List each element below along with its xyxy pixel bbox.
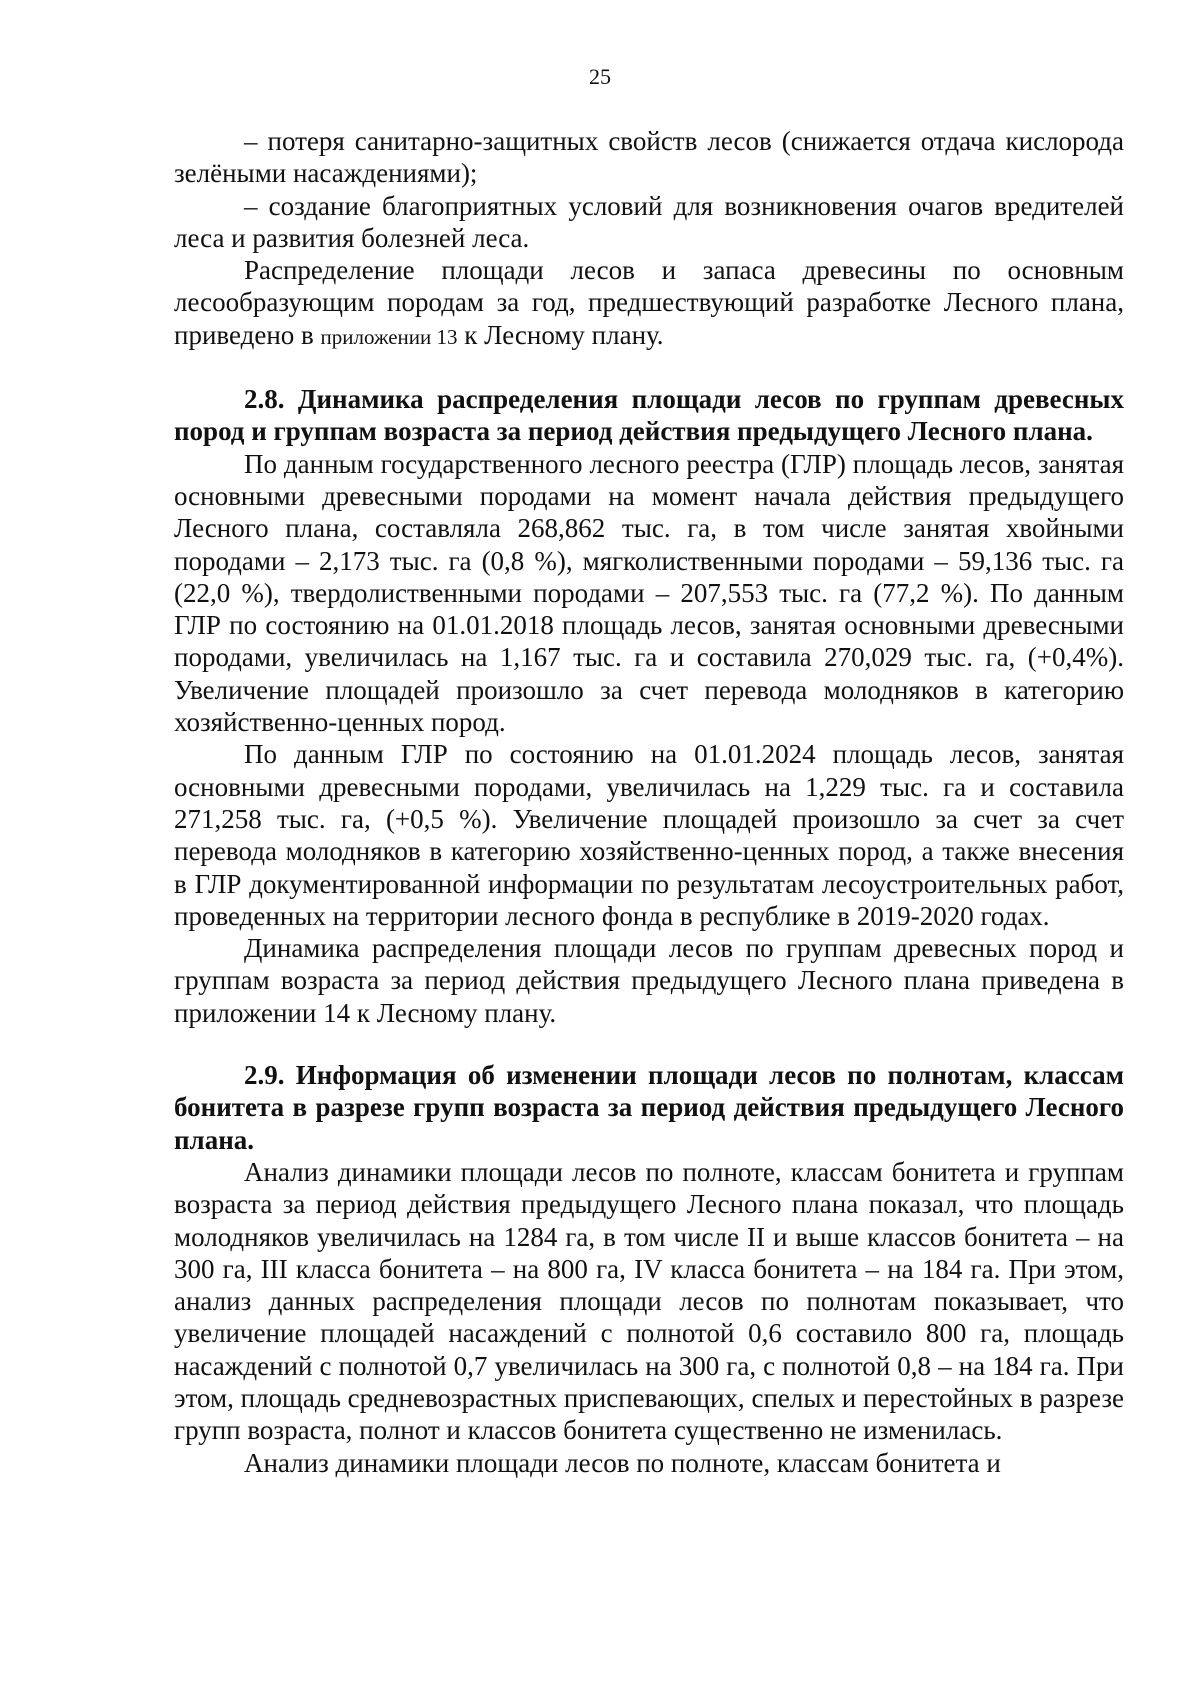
- paragraph-distribution: [174, 254, 1124, 353]
- paragraph-distribution-tail: к Лесному плану.: [464, 319, 664, 350]
- document-body: [174, 125, 1124, 1479]
- section-2-9-heading: 2.9. Информация об изменении площади лесов по полнотам, классам бонитета в разрезе групп возраста за период действия предыдущего Лесного плана.: [174, 1060, 1124, 1155]
- section-2-9-paragraph-2: Анализ динамики площади лесов по полноте, классам бонитета и: [244, 1447, 1001, 1478]
- section-2-8-paragraph-2: По данным ГЛР по состоянию на 01.01.2024 площадь лесов, занятая основными древесными породами, увеличилась на 1,229 тыс. га и составила 271,258 тыс. га, (+0,5 %). Увеличение площадей произошло за счет за счет перевода молодняков в категорию хозяйственно-ценных пород, а также внесения в ГЛР документированной информации по результатам лесоустроительных работ, проведенных на территории лесного фонда в республике в 2019-2020 годах.: [174, 739, 1124, 931]
- section-2-8-paragraph-1: По данным государственного лесного реестра (ГЛР) площадь лесов, занятая основными древесными породами на момент начала действия предыдущего Лесного плана, составляла 268,862 тыс. га, в том числе занятая хвойными породами – 2,173 тыс. га (0,8 %), мягколиственными породами – 59,136 тыс. га (22,0 %), твердолиственными породами – 207,553 тыс. га (77,2 %). По данным ГЛР по состоянию на 01.01.2018 площадь лесов, занятая основными древесными породами, увеличилась на 1,167 тыс. га и составила 270,029 тыс. га, (+0,4%). Увеличение площадей произошло за счет перевода молодняков в категорию хозяйственно-ценных пород.: [174, 448, 1124, 738]
- section-2-9-paragraph-1: Анализ динамики площади лесов по полноте, классам бонитета и группам возраста за период действия предыдущего Лесного плана показал, что площадь молодняков увеличилась на 1284 га, в том числе II и выше классов бонитета – на 300 га, III класса бонитета – на 800 га, IV класса бонитета – на 184 га. При этом, анализ данных распределения площади лесов по полнотам показывает, что увеличение площадей насаждений с полнотой 0,6 составило 800 га, площадь насаждений с полнотой 0,7 увеличилась на 300 га, с полнотой 0,8 – на 184 га. При этом, площадь средневозрастных приспевающих, спелых и перестойных в разрезе групп возраста, полнот и классов бонитета существенно не изменилась.: [174, 1156, 1124, 1446]
- paragraph-distribution-text: Распределение площади лесов и запаса древесины по основным лесообразующим породам за год, предшествующий разработке Лесного плана, приведено в: [174, 255, 1124, 350]
- page-number: 25: [589, 64, 611, 89]
- paragraph-bullet-2: – создание благоприятных условий для возникновения очагов вредителей леса и развития болезней леса.: [174, 190, 1124, 253]
- appendix-reference: приложении 13: [320, 324, 458, 349]
- section-2-8-paragraph-3: Динамика распределения площади лесов по группам древесных пород и группам возраста за период действия предыдущего Лесного плана приведена в приложении 14 к Лесному плану.: [174, 933, 1124, 1028]
- paragraph-bullet-1: – потеря санитарно-защитных свойств лесов (снижается отдача кислорода зелёными насаждениями);: [174, 126, 1124, 189]
- section-2-8-heading: 2.8. Динамика распределения площади лесов по группам древесных пород и группам возраста за период действия предыдущего Лесного плана.: [174, 384, 1124, 447]
